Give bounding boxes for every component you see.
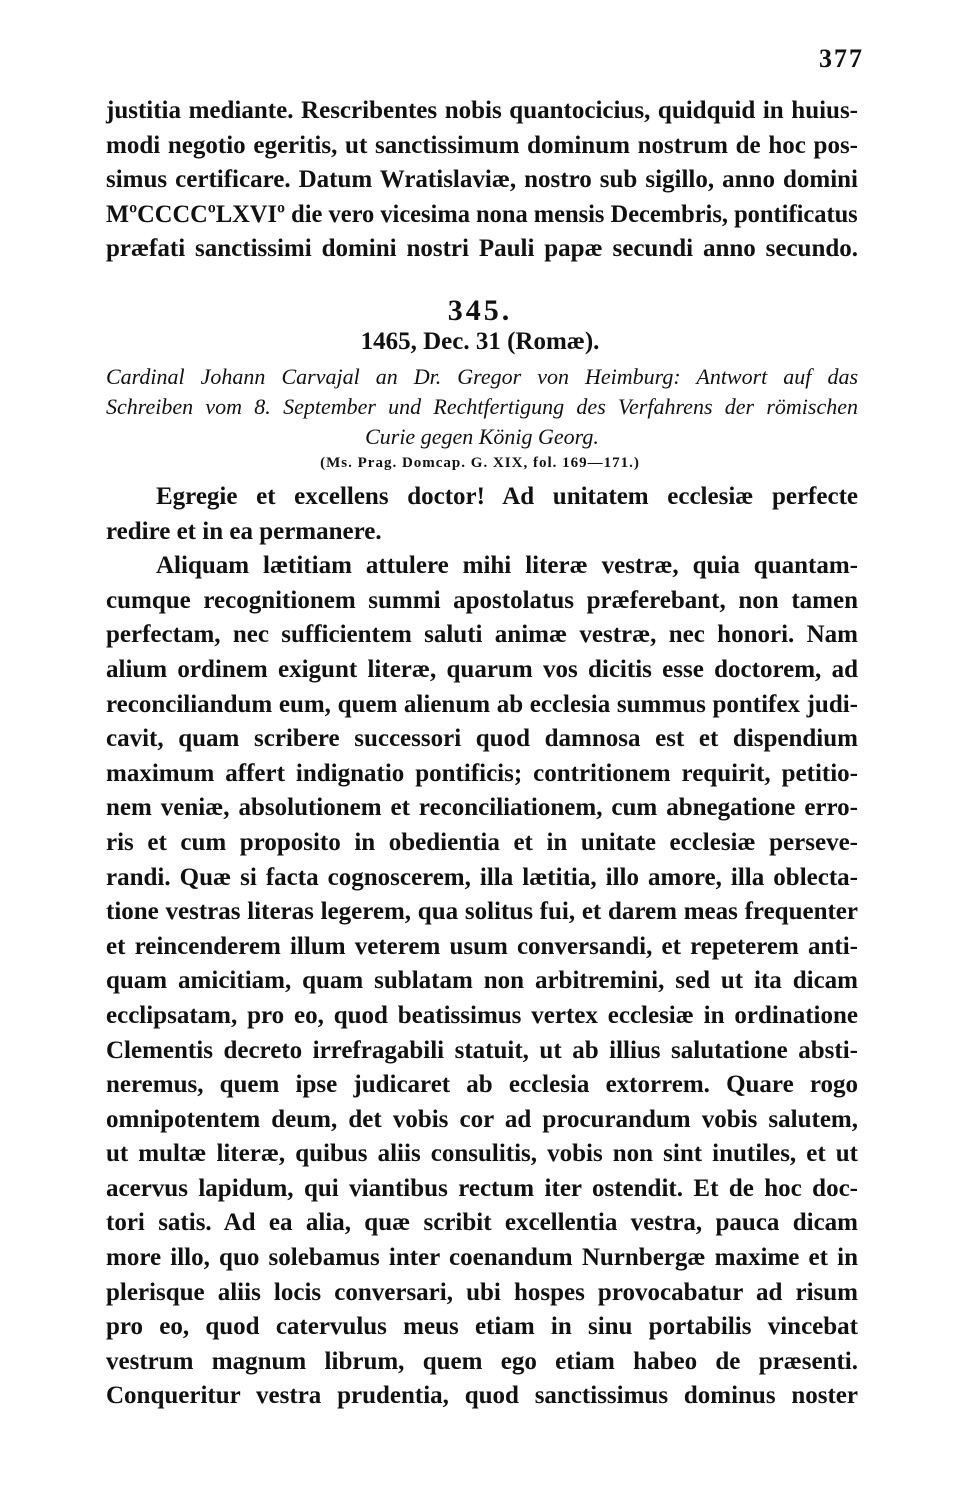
text-line: Aliquam lætitiam attulere mihi literæ vestræ, quia quantam-: [156, 552, 858, 580]
text-line: et reincenderem illum veterem usum conversandi, et repeterem anti-: [106, 932, 858, 960]
text-line: maximum affert indignatio pontificis; contritionem requirit, petitio-: [106, 759, 858, 787]
document-date: 1465, Dec. 31 (Romæ).: [360, 328, 600, 355]
text-line: Clementis decreto irrefragabili statuit, ut ab illius salutatione absti-: [106, 1036, 858, 1064]
text-line: ecclipsatam, pro eo, quod beatissimus vertex ecclesiæ in ordinatione: [106, 1001, 858, 1029]
text-line: more illo, quo solebamus inter coenandum Nurnbergæ maxime et in: [106, 1244, 858, 1272]
preceding-letter-ending: [106, 94, 858, 267]
heading-line: Cardinal Johann Carvajal an Dr. Gregor von Heimburg: Antwort auf das: [106, 364, 858, 389]
text-line: præfati sanctissimi domini nostri Pauli papæ secundi anno secundo.: [106, 235, 858, 263]
text-line: plerisque aliis locis conversari, ubi hospes provocabatur ad risum: [106, 1278, 858, 1306]
text-line: cumque recognitionem summi apostolatus præferebant, non tamen: [106, 586, 858, 614]
text-line: Conqueritur vestra prudentia, quod sanctissimus dominus noster: [106, 1382, 858, 1410]
text-line: acervus lapidum, qui viantibus rectum iter ostendit. Et de hoc doc-: [106, 1174, 858, 1202]
text-line: pro eo, quod catervulus meus etiam in sinu portabilis vincebat: [106, 1313, 858, 1341]
text-line: nem veniæ, absolutionem et reconciliationem, cum abnegatione erro-: [106, 794, 858, 822]
text-line: tione vestras literas legerem, qua solitus fui, et darem meas frequenter: [106, 898, 858, 926]
heading-line: Schreiben vom 8. September und Rechtfertigung des Verfahrens der römischen: [106, 394, 858, 419]
text-line: alium ordinem exigunt literæ, quarum vos dicitis esse doctorem, ad: [106, 655, 858, 683]
text-line: Egregie et excellens doctor! Ad unitatem ecclesiæ perfecte: [156, 483, 858, 510]
text-line: redire et in ea permanere.: [106, 517, 382, 545]
text-line: neremus, quem ipse judicaret ab ecclesia extorrem. Quare rogo: [106, 1071, 858, 1099]
text-line: justitia mediante. Rescribentes nobis quantocicius, quidquid in huius-: [106, 97, 858, 124]
text-line: quam amicitiam, quam sublatam non arbitremini, sed ut ita dicam: [106, 967, 858, 995]
text-line: reconciliandum eum, quem alienum ab ecclesia summus pontifex judi-: [106, 690, 858, 718]
text-line: ris et cum proposito in obedientia et in unitate ecclesiæ perseve-: [106, 828, 858, 856]
text-line: perfectam, nec sufficientem saluti animæ vestræ, nec honori. Nam: [106, 621, 858, 649]
text-line: modi negotio egeritis, ut sanctissimum dominum nostrum de hoc pos-: [106, 131, 858, 159]
text-line: randi. Quæ si facta cognoscerem, illa lætitia, illo amore, illa oblecta-: [106, 863, 858, 891]
document-number: 345.: [447, 294, 513, 327]
text-line: MºCCCCºLXVIº die vero vicesima nona mensis Decembris, pontificatus: [106, 200, 858, 228]
page-number: 377: [819, 44, 864, 73]
text-line: simus certificare. Datum Wratislaviæ, nostro sub sigillo, anno domini: [106, 166, 858, 194]
text-line: tori satis. Ad ea alia, quæ scribit excellentia vestra, pauca dicam: [106, 1209, 858, 1237]
letter-body: [106, 480, 858, 1414]
text-line: ut multæ literæ, quibus aliis consulitis, vobis non sint inutiles, et ut: [106, 1140, 858, 1168]
source-reference: (Ms. Prag. Domcap. G. XIX, fol. 169—171.): [320, 455, 640, 471]
heading-line: Curie gegen König Georg.: [365, 424, 599, 449]
text-line: cavit, quam scribere successori quod damnosa est et dispendium: [106, 725, 858, 753]
text-line: vestrum magnum librum, quem ego etiam habeo de præsenti.: [106, 1347, 858, 1375]
text-line: omnipotentem deum, det vobis cor ad procurandum vobis salutem,: [106, 1105, 858, 1133]
document-heading: [106, 362, 858, 452]
